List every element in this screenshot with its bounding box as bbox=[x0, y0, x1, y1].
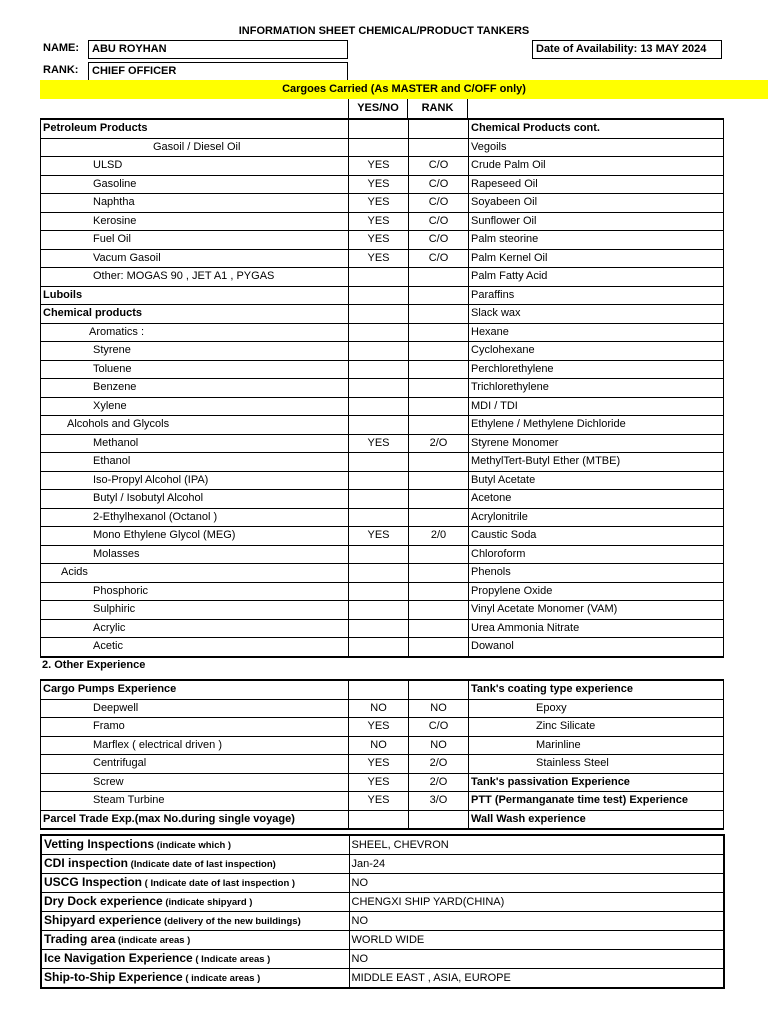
row-label: Chemical products bbox=[41, 305, 349, 324]
rank-cell[interactable] bbox=[409, 564, 469, 583]
row-label: Acids bbox=[41, 564, 349, 583]
inspection-row bbox=[41, 835, 724, 855]
row-label: Aromatics : bbox=[41, 323, 349, 342]
inspection-label-text: Vetting Inspections bbox=[44, 837, 155, 851]
right-label: Slack wax bbox=[469, 305, 724, 324]
right-label: Hexane bbox=[469, 323, 724, 342]
row-label: Naphtha bbox=[41, 194, 349, 213]
inspection-hint: (delivery of the new buildings) bbox=[161, 916, 301, 927]
rank-cell[interactable] bbox=[409, 680, 469, 699]
right-label: Epoxy bbox=[469, 699, 724, 718]
table-row bbox=[41, 471, 724, 490]
right-label: Palm Kernel Oil bbox=[469, 249, 724, 268]
inspection-value[interactable]: MIDDLE EAST , ASIA, EUROPE bbox=[349, 969, 724, 989]
availability-field[interactable]: Date of Availability: 13 MAY 2024 bbox=[532, 40, 722, 59]
row-label: Marflex ( electrical driven ) bbox=[41, 736, 349, 755]
row-label: Centrifugal bbox=[41, 755, 349, 774]
inspection-hint: (indicate shipyard ) bbox=[162, 897, 253, 908]
yes-no-cell[interactable] bbox=[349, 379, 409, 398]
table-row bbox=[41, 527, 724, 546]
right-label: MDI / TDI bbox=[469, 397, 724, 416]
rank-cell[interactable] bbox=[409, 810, 469, 829]
right-label: Acetone bbox=[469, 490, 724, 509]
rank-cell[interactable] bbox=[409, 360, 469, 379]
table-row bbox=[41, 755, 724, 774]
rank-cell[interactable] bbox=[409, 379, 469, 398]
name-field[interactable]: ABU ROYHAN bbox=[88, 40, 348, 59]
name-label: NAME: bbox=[43, 42, 80, 54]
table-row bbox=[41, 157, 724, 176]
right-label: Phenols bbox=[469, 564, 724, 583]
inspection-label bbox=[41, 912, 349, 931]
yes-no-cell[interactable]: YES bbox=[349, 157, 409, 176]
yes-no-cell[interactable] bbox=[349, 545, 409, 564]
row-label: Deepwell bbox=[41, 699, 349, 718]
rank-cell[interactable]: C/O bbox=[409, 157, 469, 176]
inspection-label-text: USCG Inspection bbox=[44, 875, 143, 889]
right-label: Vegoils bbox=[469, 138, 724, 157]
inspection-row bbox=[41, 893, 724, 912]
yes-no-cell[interactable]: YES bbox=[349, 718, 409, 737]
table-row bbox=[41, 286, 724, 305]
row-label: Alcohols and Glycols bbox=[41, 416, 349, 435]
rank-cell[interactable] bbox=[409, 323, 469, 342]
yes-no-cell[interactable]: YES bbox=[349, 194, 409, 213]
rank-field[interactable]: CHIEF OFFICER bbox=[88, 62, 348, 81]
right-label: Urea Ammonia Nitrate bbox=[469, 619, 724, 638]
row-label: Fuel Oil bbox=[41, 231, 349, 250]
rank-cell[interactable]: 3/O bbox=[409, 792, 469, 811]
rank-cell[interactable] bbox=[409, 397, 469, 416]
rank-cell[interactable] bbox=[409, 545, 469, 564]
right-label: Butyl Acetate bbox=[469, 471, 724, 490]
cargo-table bbox=[40, 118, 724, 658]
other-experience-heading: 2. Other Experience bbox=[42, 659, 146, 671]
yes-no-cell[interactable] bbox=[349, 564, 409, 583]
yes-no-cell[interactable] bbox=[349, 582, 409, 601]
yes-no-cell[interactable] bbox=[349, 638, 409, 657]
row-label: ULSD bbox=[41, 157, 349, 176]
table-row bbox=[41, 773, 724, 792]
rank-cell[interactable] bbox=[409, 268, 469, 287]
inspection-value[interactable]: NO bbox=[349, 874, 724, 893]
rank-cell[interactable]: C/O bbox=[409, 718, 469, 737]
table-row bbox=[41, 564, 724, 583]
inspection-row bbox=[41, 912, 724, 931]
right-label: Vinyl Acetate Monomer (VAM) bbox=[469, 601, 724, 620]
inspection-hint: (Indicate date of last inspection) bbox=[128, 859, 276, 870]
rank-cell[interactable] bbox=[409, 619, 469, 638]
right-label: Caustic Soda bbox=[469, 527, 724, 546]
rank-cell[interactable] bbox=[409, 342, 469, 361]
inspection-row bbox=[41, 969, 724, 989]
right-label: Zinc Silicate bbox=[469, 718, 724, 737]
table-row bbox=[41, 434, 724, 453]
table-row bbox=[41, 601, 724, 620]
row-label: 2-Ethylhexanol (Octanol ) bbox=[41, 508, 349, 527]
sheet-title: INFORMATION SHEET CHEMICAL/PRODUCT TANKERS bbox=[238, 25, 530, 37]
right-label: Propylene Oxide bbox=[469, 582, 724, 601]
row-label: Mono Ethylene Glycol (MEG) bbox=[41, 527, 349, 546]
rank-cell[interactable] bbox=[409, 601, 469, 620]
yes-no-cell[interactable]: YES bbox=[349, 231, 409, 250]
right-label: Palm steorine bbox=[469, 231, 724, 250]
rank-cell[interactable] bbox=[409, 638, 469, 657]
table-row bbox=[41, 680, 724, 699]
table-row bbox=[41, 490, 724, 509]
right-label: Chemical Products cont. bbox=[469, 119, 724, 138]
table-row bbox=[41, 360, 724, 379]
right-label: Trichlorethylene bbox=[469, 379, 724, 398]
table-row bbox=[41, 138, 724, 157]
inspection-label bbox=[41, 931, 349, 950]
right-label: Crude Palm Oil bbox=[469, 157, 724, 176]
table-row bbox=[41, 508, 724, 527]
column-header-rank: RANK bbox=[407, 99, 468, 118]
row-label: Sulphiric bbox=[41, 601, 349, 620]
column-header-yes-no: YES/NO bbox=[348, 99, 408, 118]
inspection-label-text: Dry Dock experience bbox=[44, 894, 163, 908]
row-label: Benzene bbox=[41, 379, 349, 398]
cargoes-banner: Cargoes Carried (As MASTER and C/OFF only) bbox=[40, 80, 768, 99]
rank-cell[interactable] bbox=[409, 286, 469, 305]
yes-no-cell[interactable] bbox=[349, 305, 409, 324]
inspection-hint: ( Indicate areas ) bbox=[192, 954, 271, 965]
yes-no-cell[interactable]: NO bbox=[349, 736, 409, 755]
table-row bbox=[41, 638, 724, 657]
inspection-row bbox=[41, 931, 724, 950]
right-label: Acrylonitrile bbox=[469, 508, 724, 527]
yes-no-cell[interactable] bbox=[349, 453, 409, 472]
yes-no-cell[interactable] bbox=[349, 810, 409, 829]
inspection-value[interactable]: Jan-24 bbox=[349, 855, 724, 874]
yes-no-cell[interactable] bbox=[349, 342, 409, 361]
inspection-label-text: Ship-to-Ship Experience bbox=[44, 970, 183, 984]
table-row bbox=[41, 397, 724, 416]
yes-no-cell[interactable]: YES bbox=[349, 773, 409, 792]
rank-label: RANK: bbox=[43, 64, 79, 76]
yes-no-cell[interactable] bbox=[349, 601, 409, 620]
right-label: Cyclohexane bbox=[469, 342, 724, 361]
inspection-label-text: Shipyard experience bbox=[44, 913, 162, 927]
rank-cell[interactable] bbox=[409, 453, 469, 472]
yes-no-cell[interactable] bbox=[349, 323, 409, 342]
right-label: Paraffins bbox=[469, 286, 724, 305]
yes-no-cell[interactable] bbox=[349, 138, 409, 157]
inspection-value[interactable]: CHENGXI SHIP YARD(CHINA) bbox=[349, 893, 724, 912]
right-label: Soyabeen Oil bbox=[469, 194, 724, 213]
yes-no-cell[interactable]: YES bbox=[349, 434, 409, 453]
row-label: Phosphoric bbox=[41, 582, 349, 601]
inspection-label bbox=[41, 835, 349, 855]
inspection-row bbox=[41, 855, 724, 874]
other-experience-table bbox=[40, 679, 724, 830]
inspection-value[interactable]: SHEEL, CHEVRON bbox=[349, 835, 724, 855]
table-row bbox=[41, 342, 724, 361]
yes-no-cell[interactable]: YES bbox=[349, 249, 409, 268]
row-label: Screw bbox=[41, 773, 349, 792]
table-row bbox=[41, 453, 724, 472]
inspection-label bbox=[41, 893, 349, 912]
rank-cell[interactable]: NO bbox=[409, 699, 469, 718]
rank-cell[interactable] bbox=[409, 416, 469, 435]
rank-cell[interactable]: C/O bbox=[409, 231, 469, 250]
table-row bbox=[41, 718, 724, 737]
rank-cell[interactable]: 2/O bbox=[409, 773, 469, 792]
row-label: Kerosine bbox=[41, 212, 349, 231]
table-row bbox=[41, 249, 724, 268]
table-row bbox=[41, 416, 724, 435]
rank-cell[interactable]: C/O bbox=[409, 249, 469, 268]
row-label: Gasoil / Diesel Oil bbox=[41, 138, 349, 157]
inspection-table bbox=[40, 834, 725, 989]
right-label: Palm Fatty Acid bbox=[469, 268, 724, 287]
rank-cell[interactable]: 2/O bbox=[409, 755, 469, 774]
yes-no-cell[interactable]: YES bbox=[349, 792, 409, 811]
table-row bbox=[41, 619, 724, 638]
inspection-label-text: CDI inspection bbox=[44, 856, 129, 870]
rank-cell[interactable]: C/O bbox=[409, 212, 469, 231]
rank-cell[interactable] bbox=[409, 582, 469, 601]
rank-cell[interactable] bbox=[409, 490, 469, 509]
yes-no-cell[interactable]: YES bbox=[349, 175, 409, 194]
table-row bbox=[41, 699, 724, 718]
inspection-hint: ( indicate areas ) bbox=[182, 973, 261, 984]
table-row bbox=[41, 545, 724, 564]
right-label: Chloroform bbox=[469, 545, 724, 564]
table-row bbox=[41, 212, 724, 231]
yes-no-cell[interactable] bbox=[349, 490, 409, 509]
yes-no-cell[interactable] bbox=[349, 416, 409, 435]
right-label: Perchlorethylene bbox=[469, 360, 724, 379]
inspection-value[interactable]: NO bbox=[349, 912, 724, 931]
table-row bbox=[41, 231, 724, 250]
row-label: Xylene bbox=[41, 397, 349, 416]
yes-no-cell[interactable] bbox=[349, 397, 409, 416]
table-row bbox=[41, 194, 724, 213]
row-label: Methanol bbox=[41, 434, 349, 453]
row-label: Acetic bbox=[41, 638, 349, 657]
right-label: Marinline bbox=[469, 736, 724, 755]
rank-cell[interactable]: C/O bbox=[409, 194, 469, 213]
yes-no-cell[interactable] bbox=[349, 619, 409, 638]
row-label: Styrene bbox=[41, 342, 349, 361]
right-label: Ethylene / Methylene Dichloride bbox=[469, 416, 724, 435]
row-label: Butyl / Isobutyl Alcohol bbox=[41, 490, 349, 509]
inspection-label bbox=[41, 969, 349, 989]
yes-no-cell[interactable] bbox=[349, 360, 409, 379]
rank-cell[interactable] bbox=[409, 119, 469, 138]
row-label: Framo bbox=[41, 718, 349, 737]
inspection-value[interactable]: WORLD WIDE bbox=[349, 931, 724, 950]
inspection-value[interactable]: NO bbox=[349, 950, 724, 969]
inspection-row bbox=[41, 874, 724, 893]
right-label: Styrene Monomer bbox=[469, 434, 724, 453]
row-label: Luboils bbox=[41, 286, 349, 305]
inspection-label-text: Ice Navigation Experience bbox=[44, 951, 193, 965]
right-label: Sunflower Oil bbox=[469, 212, 724, 231]
row-label: Toluene bbox=[41, 360, 349, 379]
rank-cell[interactable]: 2/0 bbox=[409, 527, 469, 546]
table-row bbox=[41, 175, 724, 194]
row-label: Vacum Gasoil bbox=[41, 249, 349, 268]
inspection-label bbox=[41, 874, 349, 893]
right-label: Tank's passivation Experience bbox=[469, 773, 724, 792]
inspection-label bbox=[41, 855, 349, 874]
right-label: PTT (Permanganate time test) Experience bbox=[469, 792, 724, 811]
rank-cell[interactable] bbox=[409, 508, 469, 527]
row-label: Gasoline bbox=[41, 175, 349, 194]
yes-no-cell[interactable]: YES bbox=[349, 755, 409, 774]
rank-cell[interactable]: 2/O bbox=[409, 434, 469, 453]
row-label: Petroleum Products bbox=[41, 119, 349, 138]
right-label: MethylTert-Butyl Ether (MTBE) bbox=[469, 453, 724, 472]
row-label: Molasses bbox=[41, 545, 349, 564]
row-label: Acrylic bbox=[41, 619, 349, 638]
yes-no-cell[interactable] bbox=[349, 471, 409, 490]
inspection-row bbox=[41, 950, 724, 969]
yes-no-cell[interactable] bbox=[349, 268, 409, 287]
right-label: Dowanol bbox=[469, 638, 724, 657]
table-row bbox=[41, 323, 724, 342]
right-label: Wall Wash experience bbox=[469, 810, 724, 829]
rank-cell[interactable] bbox=[409, 138, 469, 157]
right-label: Tank's coating type experience bbox=[469, 680, 724, 699]
table-row bbox=[41, 119, 724, 138]
inspection-label bbox=[41, 950, 349, 969]
right-label: Stainless Steel bbox=[469, 755, 724, 774]
table-row bbox=[41, 792, 724, 811]
rank-cell[interactable] bbox=[409, 305, 469, 324]
rank-cell[interactable]: NO bbox=[409, 736, 469, 755]
yes-no-cell[interactable] bbox=[349, 508, 409, 527]
yes-no-cell[interactable]: NO bbox=[349, 699, 409, 718]
yes-no-cell[interactable]: YES bbox=[349, 212, 409, 231]
table-row bbox=[41, 305, 724, 324]
row-label: Iso-Propyl Alcohol (IPA) bbox=[41, 471, 349, 490]
table-row bbox=[41, 268, 724, 287]
table-row bbox=[41, 736, 724, 755]
inspection-hint: (indicate which ) bbox=[154, 840, 232, 851]
row-label: Other: MOGAS 90 , JET A1 , PYGAS bbox=[41, 268, 349, 287]
inspection-hint: (indicate areas ) bbox=[115, 935, 191, 946]
yes-no-cell[interactable] bbox=[349, 119, 409, 138]
row-label: Ethanol bbox=[41, 453, 349, 472]
inspection-hint: ( Indicate date of last inspection ) bbox=[142, 878, 296, 889]
table-row bbox=[41, 379, 724, 398]
row-label: Steam Turbine bbox=[41, 792, 349, 811]
yes-no-cell[interactable] bbox=[349, 286, 409, 305]
inspection-label-text: Trading area bbox=[44, 932, 116, 946]
right-label: Rapeseed Oil bbox=[469, 175, 724, 194]
rank-cell[interactable]: C/O bbox=[409, 175, 469, 194]
yes-no-cell[interactable]: YES bbox=[349, 527, 409, 546]
table-row bbox=[41, 582, 724, 601]
rank-cell[interactable] bbox=[409, 471, 469, 490]
row-label: Cargo Pumps Experience bbox=[41, 680, 349, 699]
row-label: Parcel Trade Exp.(max No.during single voyage) bbox=[41, 810, 349, 829]
table-row bbox=[41, 810, 724, 829]
yes-no-cell[interactable] bbox=[349, 680, 409, 699]
